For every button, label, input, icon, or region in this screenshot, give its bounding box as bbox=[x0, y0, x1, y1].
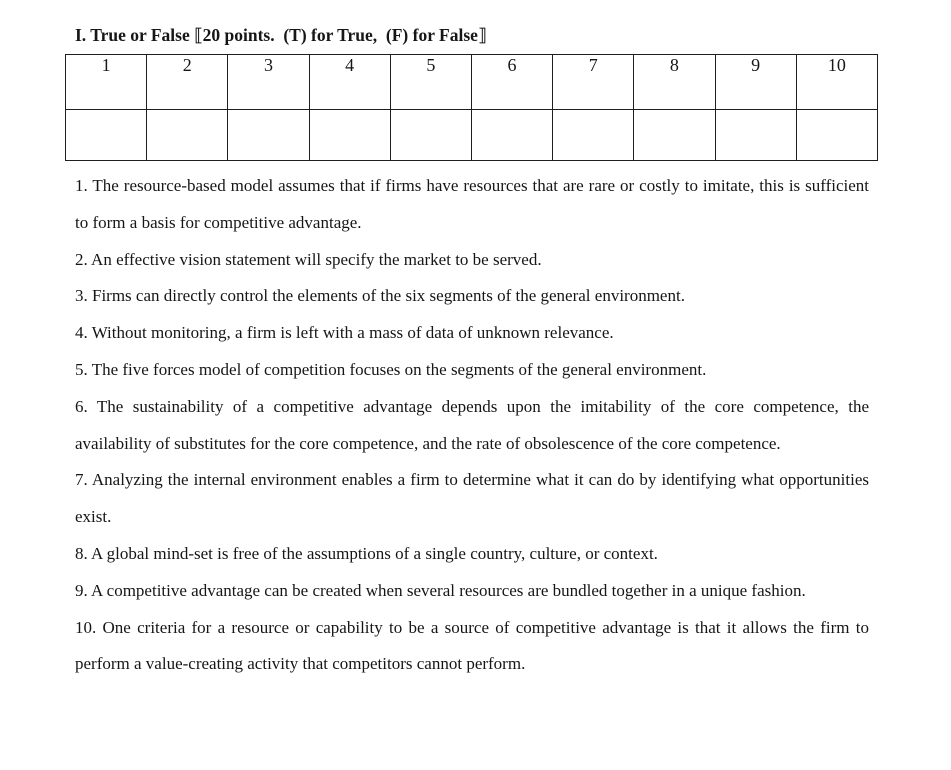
question-item: 9. A competitive advantage can be created when several resources are bundled together in a unique fashion. bbox=[75, 580, 806, 600]
question-item: 6. The sustainability of a competitive advantage depends upon the imitability of the core competence, the availability of substitutes for the core competence, and the rate of obsolescence of the core competence. bbox=[75, 396, 869, 453]
question-item: 5. The five forces model of competition focuses on the segments of the general environment. bbox=[75, 359, 707, 379]
answer-number-cell: 8 bbox=[634, 55, 715, 110]
answer-number-cell: 5 bbox=[390, 55, 471, 110]
answer-blank-cell bbox=[553, 110, 634, 161]
answer-blank-cell bbox=[715, 110, 796, 161]
question-item: 8. A global mind-set is free of the assumptions of a single country, culture, or context. bbox=[75, 543, 658, 563]
answer-table-blank-row bbox=[66, 110, 878, 161]
question-item: 3. Firms can directly control the elements of the six segments of the general environment. bbox=[75, 286, 685, 306]
answer-number-cell: 4 bbox=[309, 55, 390, 110]
answer-number-cell: 10 bbox=[796, 55, 877, 110]
answer-blank-cell bbox=[390, 110, 471, 161]
question-item: 1. The resource-based model assumes that if firms have resources that are rare or costly to imitate, this is sufficient to form a basis for competitive advantage. bbox=[75, 176, 869, 232]
answer-blank-cell bbox=[228, 110, 309, 161]
answer-number-cell: 1 bbox=[66, 55, 147, 110]
answer-number-cell: 6 bbox=[471, 55, 552, 110]
answer-blank-cell bbox=[309, 110, 390, 161]
question-item: 7. Analyzing the internal environment enables a firm to determine what it can do by identifying what opportunities exist. bbox=[75, 470, 869, 527]
answer-blank-cell bbox=[634, 110, 715, 161]
answer-blank-cell bbox=[796, 110, 877, 161]
answer-number-cell: 7 bbox=[553, 55, 634, 110]
question-list bbox=[75, 168, 869, 683]
question-item: 2. An effective vision statement will specify the market to be served. bbox=[75, 249, 542, 269]
section-heading: I. True or False ⟦20 points. (T) for True, (F) for False⟧ bbox=[75, 25, 487, 45]
answer-blank-cell bbox=[471, 110, 552, 161]
answer-table-number-row bbox=[66, 55, 878, 110]
answer-number-cell: 9 bbox=[715, 55, 796, 110]
answer-number-cell: 3 bbox=[228, 55, 309, 110]
question-item: 4. Without monitoring, a firm is left with a mass of data of unknown relevance. bbox=[75, 323, 614, 343]
answer-blank-cell bbox=[66, 110, 147, 161]
answer-table bbox=[65, 54, 878, 161]
answer-blank-cell bbox=[147, 110, 228, 161]
answer-number-cell: 2 bbox=[147, 55, 228, 110]
question-item: 10. One criteria for a resource or capability to be a source of competitive advantage is that it allows the firm to perform a value-creating activity that competitors cannot perform. bbox=[75, 617, 869, 674]
